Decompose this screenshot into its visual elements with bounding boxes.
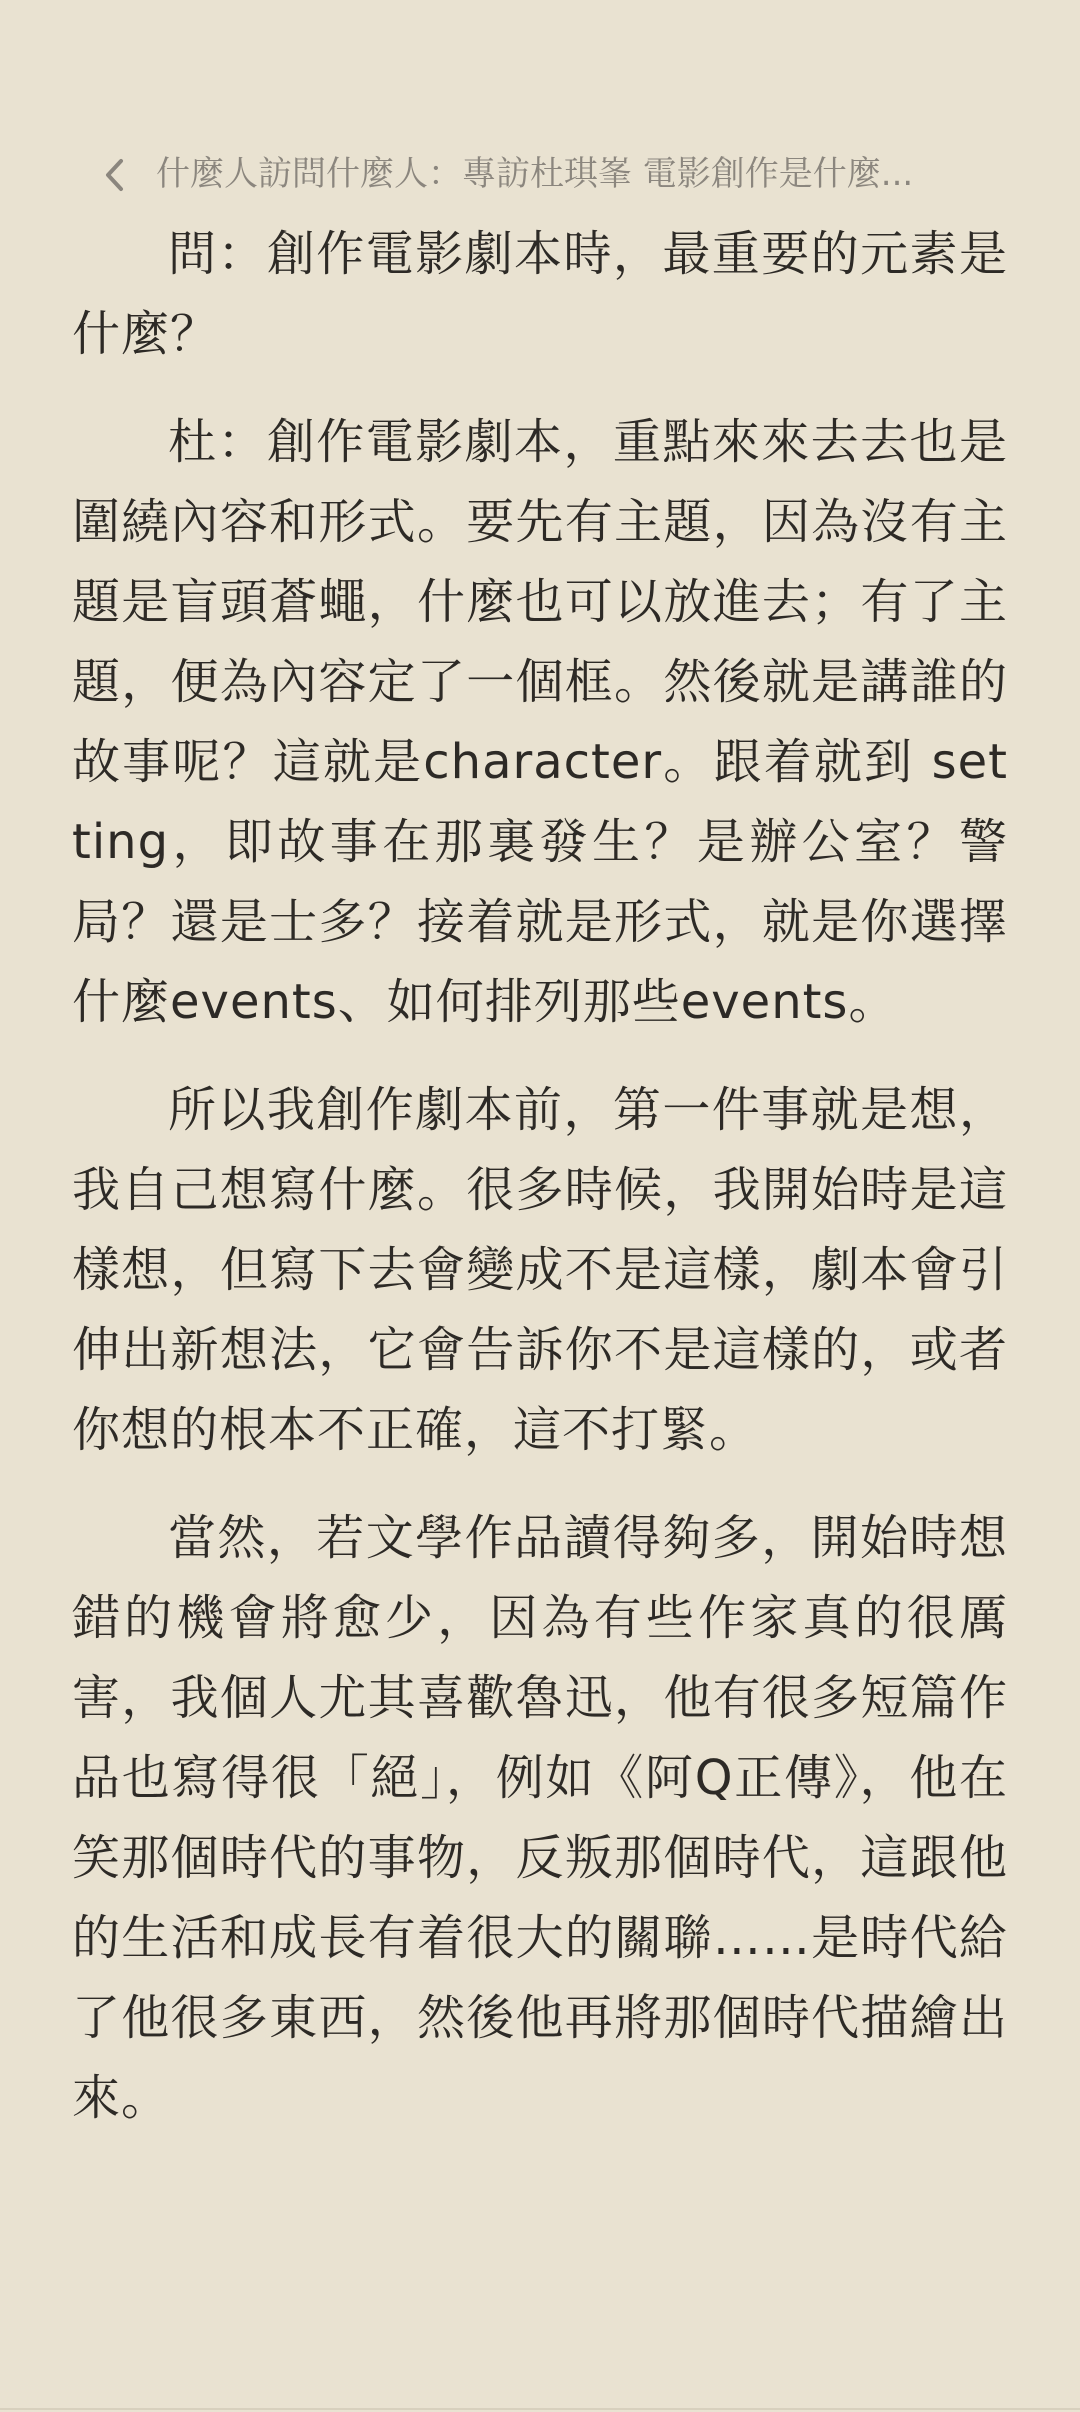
chevron-left-icon	[100, 156, 130, 194]
page-title: 什麼人訪問什麼人：專訪杜琪峯 電影創作是什麼...	[156, 154, 914, 194]
paragraph-literature: 當然，若文學作品讀得夠多，開始時想錯的機會將愈少，因為有些作家真的很厲害，我個人尤其喜歡魯迅，他有很多短篇作品也寫得很「絕」，例如《阿Q正傳》，他在笑那個時代的事物，反叛那個時代，這跟他的生活和成長有着很大的關聯……是時代給了他很多東西，然後他再將那個時代描繪出來。	[72, 1510, 1008, 2126]
bottom-divider	[0, 2408, 1080, 2410]
paragraph-creation: 所以我創作劇本前，第一件事就是想，我自己想寫什麼。很多時候，我開始時是這樣想，但寫下去會變成不是這樣，劇本會引伸出新想法，它會告訴你不是這樣的，或者你想的根本不正確，這不打緊。	[72, 1082, 1008, 1458]
paragraph-question: 問：創作電影劇本時，最重要的元素是什麼？	[72, 226, 1008, 362]
top-bar	[0, 140, 1080, 210]
paragraph-answer: 杜：創作電影劇本，重點來來去去也是圍繞內容和形式。要先有主題，因為沒有主題是盲頭蒼蠅，什麼也可以放進去；有了主題，便為內容定了一個框。然後就是講誰的故事呢？這就是character。跟着就到 setting，即故事在那裏發生？是辦公室？警 局？還是士多？接着就是形式，就是你選擇 什麼events、如何排列那些events。	[72, 414, 1008, 1030]
back-button[interactable]	[92, 150, 138, 200]
article-content	[72, 214, 1008, 2166]
